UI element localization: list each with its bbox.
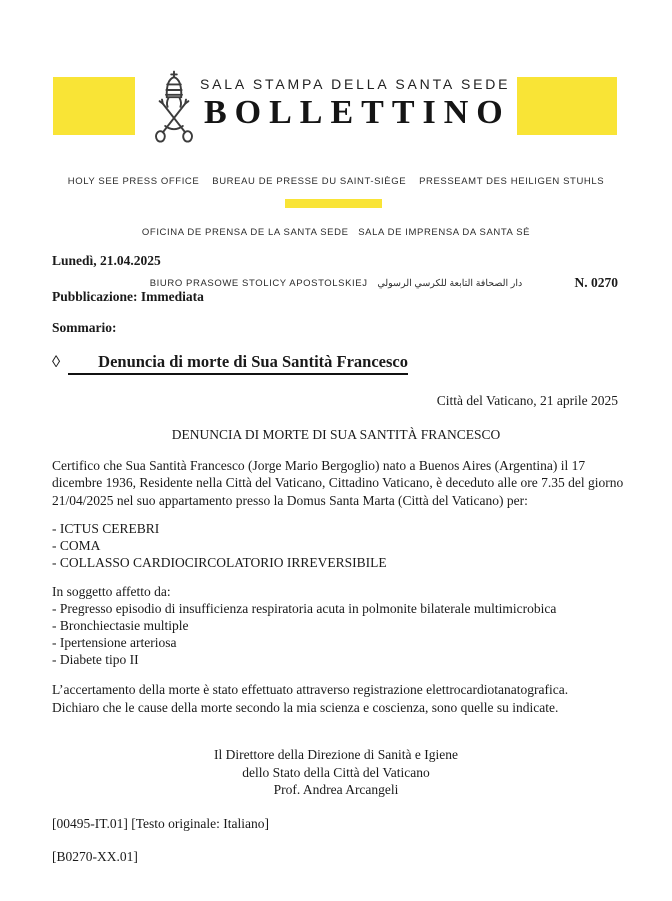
signature-line: dello Stato della Città del Vaticano	[242, 764, 430, 780]
signature-line: Prof. Andrea Arcangeli	[273, 782, 399, 797]
papal-tiara-crossed-keys-icon	[150, 70, 198, 150]
conditions-intro: In soggetto affetto da:	[52, 584, 171, 599]
masthead-yellow-block-left	[53, 77, 135, 135]
closing-statement: Dichiaro che le cause della morte secondo la mia scienza e coscienza, sono quelle su indicate.	[52, 699, 559, 715]
cause-item: - COLLASSO CARDIOCIRCOLATORIO IRREVERSIBILE	[52, 555, 387, 570]
bulletin-number: N. 0270	[574, 275, 618, 290]
masthead-yellow-block-right	[517, 77, 617, 135]
summary-label: Sommario:	[52, 320, 117, 335]
signature-block	[0, 746, 672, 799]
condition-item: - Bronchiectasie multiple	[52, 618, 189, 633]
press-line: BIURO PRASOWE STOLICY APOSTOLSKIEJ دار الصحافة التابعة للكرسي الرسولي	[149, 278, 523, 289]
summary-item-title: Denuncia di morte di Sua Santità Francesco	[68, 352, 408, 375]
masthead-yellow-divider	[285, 199, 382, 208]
cause-item: - ICTUS CEREBRI	[52, 521, 160, 536]
bulletin-reference-code: [B0270-XX.01]	[52, 849, 138, 864]
document-dateline: Città del Vaticano, 21 aprile 2025	[436, 393, 618, 408]
condition-item: - Ipertensione arteriosa	[52, 635, 177, 650]
signature-line: Il Direttore della Direzione di Sanità e Igiene	[213, 747, 459, 762]
diamond-bullet-icon: ◊	[52, 352, 61, 371]
bulletin-masthead-title: BOLLETTINO	[204, 94, 511, 131]
text-reference-code: [00495-IT.01] [Testo originale: Italiano]	[52, 816, 269, 831]
issue-date: Lunedì, 21.04.2025	[52, 253, 161, 268]
document-title: DENUNCIA DI MORTE DI SUA SANTITÀ FRANCESCO	[171, 427, 501, 442]
preexisting-conditions-list	[52, 583, 624, 668]
press-line: OFICINA DE PRENSA DE LA SANTA SEDE SALA DE IMPRENSA DA SANTA SÉ	[141, 227, 531, 238]
certification-paragraph: Certifico che Sua Santità Francesco (Jorge Mario Bergoglio) nato a Buenos Aires (Argentina) il 17 dicembre 1936, Residente nella Città del Vaticano, Cittadino Vaticano, è deceduto alle ore 7.35 del giorno 21/04/2025 nel suo appartamento presso la Domus Santa Marta (Città del Vaticano) per:	[52, 458, 624, 508]
press-line: HOLY SEE PRESS OFFICE BUREAU DE PRESSE DU SAINT-SIÈGE PRESSEAMT DES HEILIGEN STUHLS	[67, 176, 605, 187]
closing-statements	[52, 681, 624, 716]
condition-item: - Diabete tipo II	[52, 652, 139, 667]
press-office-supertitle: SALA STAMPA DELLA SANTA SEDE	[200, 76, 511, 92]
summary-item	[52, 352, 408, 375]
death-causes-list	[52, 520, 387, 571]
condition-item: - Pregresso episodio di insufficienza respiratoria acuta in polmonite bilaterale multimicrobica	[52, 601, 557, 616]
publication-status: Pubblicazione: Immediata	[52, 289, 204, 304]
cause-item: - COMA	[52, 538, 101, 553]
closing-statement: L’accertamento della morte è stato effettuato attraverso registrazione elettrocardiotanatografica.	[52, 682, 569, 697]
